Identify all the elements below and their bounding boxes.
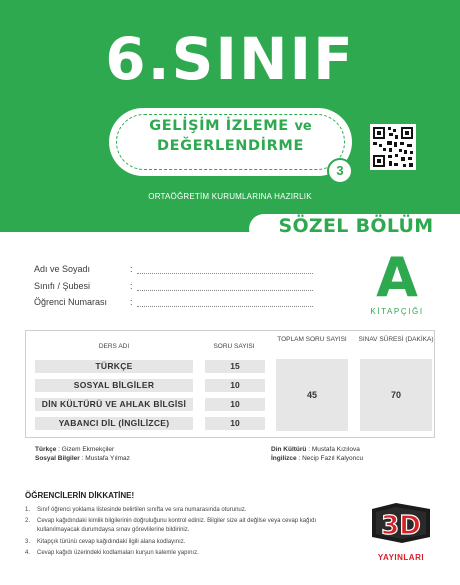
exam-title-word: GELİŞİM İZLEME <box>149 118 289 134</box>
table-row-subject: YABANCI DİL (İNGİLİZCE) <box>35 417 193 430</box>
author-turkish <box>35 446 114 453</box>
notice-rule <box>25 506 325 515</box>
student-number-field[interactable] <box>137 299 313 307</box>
student-name-label: Adı ve Soyadı <box>34 264 91 274</box>
qr-code-icon[interactable] <box>370 124 416 170</box>
student-number-label: Öğrenci Numarası <box>34 297 108 307</box>
header-duration: SINAV SÜRESİ (DAKİKA) <box>358 336 434 343</box>
student-name-field[interactable] <box>137 266 313 274</box>
booklet-letter: A <box>376 246 418 309</box>
rule-number: 2. <box>25 518 31 524</box>
student-class-field[interactable] <box>137 283 313 291</box>
section-title: SÖZEL BÖLÜM <box>278 215 434 237</box>
notice-rule <box>25 538 325 547</box>
exam-title-box <box>109 108 352 176</box>
table-row-subject: TÜRKÇE <box>35 360 193 373</box>
author-subject: Din Kültürü <box>271 446 307 453</box>
table-row-count: 10 <box>205 398 265 411</box>
notice-rule <box>25 549 325 558</box>
table-row-count: 10 <box>205 379 265 392</box>
exam-number-badge: 3 <box>327 158 353 184</box>
author-subject: Sosyal Bilgiler <box>35 455 80 462</box>
rule-text: Cevap kağıdı üzerindeki kodlamaları kurşun kalemle yapınız. <box>37 550 199 556</box>
author-english <box>271 455 363 462</box>
author-subject: İngilizce <box>271 455 297 462</box>
table-row-subject: DİN KÜLTÜRÜ VE AHLAK BİLGİSİ <box>35 398 193 411</box>
table-row-count: 15 <box>205 360 265 373</box>
publisher-logo-mark: 3D <box>381 511 421 541</box>
student-name-colon: : <box>130 264 133 274</box>
grade-title: 6.SINIF <box>105 25 355 93</box>
rule-number: 3. <box>25 539 31 545</box>
header-total: TOPLAM SORU SAYISI <box>277 336 347 343</box>
table-row-subject: SOSYAL BİLGİLER <box>35 379 193 392</box>
table-row-count: 10 <box>205 417 265 430</box>
author-religion <box>271 446 360 453</box>
exam-title-line-1 <box>109 118 352 134</box>
total-questions-value: 45 <box>276 359 348 431</box>
rule-number: 4. <box>25 550 31 556</box>
student-class-colon: : <box>130 281 133 291</box>
booklet-label: KİTAPÇIĞI <box>370 307 424 316</box>
notice-title: ÖĞRENCİLERİN DİKKATİNE! <box>25 491 135 500</box>
header-question-count: SORU SAYISI <box>213 343 255 350</box>
notice-rule <box>25 517 325 536</box>
rule-number: 1. <box>25 507 31 513</box>
author-social <box>35 455 130 462</box>
header-subject: DERS ADI <box>98 343 130 350</box>
publisher-name: YAYINLARI <box>377 553 425 562</box>
student-class-label: Sınıfı / Şubesi <box>34 281 91 291</box>
author-name: : Necip Fazıl Kalyoncu <box>298 455 364 462</box>
rule-text: Cevap kağıdındaki kimlik bilgilerinin doğruluğunu kontrol ediniz. Bilgiler size ait değilse veya cevap kağıdı kullanılmayacak durumdaysa sınav görevlilerine bildiriniz. <box>37 518 317 534</box>
student-number-colon: : <box>130 297 133 307</box>
author-name: : Gizem Ekmekçiler <box>58 446 115 453</box>
exam-title-conjunction: ve <box>294 119 312 134</box>
author-name: : Mustafa Kızılova <box>308 446 360 453</box>
rule-text: Sınıf öğrenci yoklama listesinde belirtilen sınıfta ve sıra numarasında oturunuz. <box>37 507 247 513</box>
author-subject: Türkçe <box>35 446 57 453</box>
exam-title-line-2: DEĞERLENDİRME <box>157 138 304 154</box>
rule-text: Kitapçık türünü cevap kağıdındaki ilgili alana kodlayınız. <box>37 539 186 545</box>
author-name: : Mustafa Yılmaz <box>81 455 130 462</box>
exam-subtitle: ORTAÖĞRETİM KURUMLARINA HAZIRLIK <box>148 192 312 201</box>
exam-duration-value: 70 <box>360 359 432 431</box>
